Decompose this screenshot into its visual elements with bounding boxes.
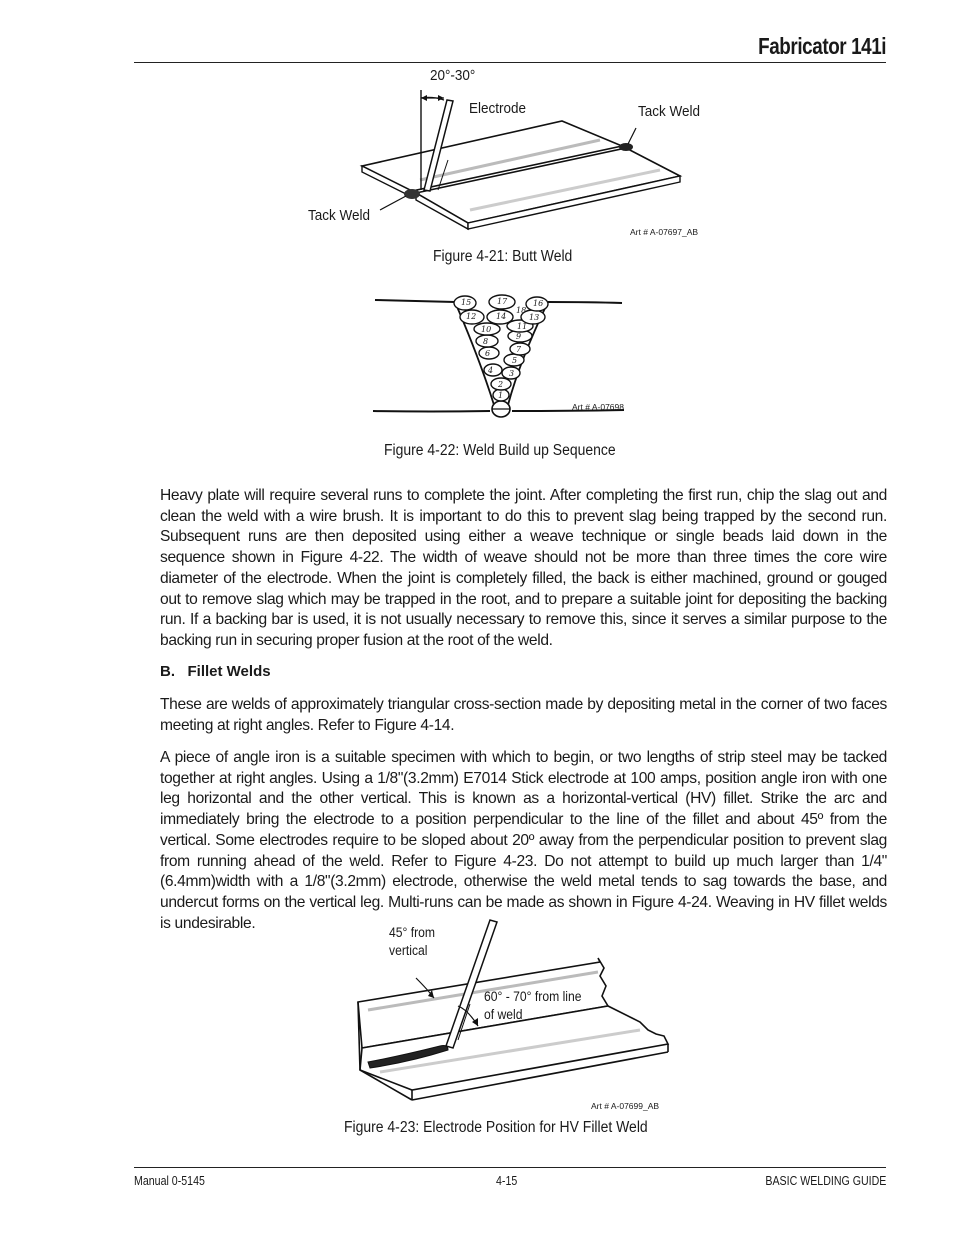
seq-4: 4 [488,366,494,375]
seq-12: 12 [466,312,477,321]
footer-guide-title: BASIC WELDING GUIDE [764,1174,886,1188]
seq-18: 18 [516,306,527,315]
angle-60-70-label [484,988,582,1024]
footer-rule [134,1167,886,1168]
seq-7: 7 [516,345,522,354]
seq-10: 10 [481,325,492,334]
seq-8: 8 [483,337,489,346]
angle-45-label [389,924,435,960]
tack-weld-right-label: Tack Weld [638,103,701,120]
seq-17: 17 [497,297,508,306]
page-header-title: Fabricator 141i [757,33,886,59]
angle-label: 20°-30° [430,67,476,84]
seq-14: 14 [496,312,507,321]
art-number-4-23: Art # A-07699_AB [591,1101,660,1111]
seq-11: 11 [517,322,528,331]
seq-2: 2 [498,380,504,389]
seq-1: 1 [498,391,504,400]
seq-3: 3 [509,369,515,378]
footer-page-number: 4-15 [496,1174,518,1188]
paragraph-fillet-definition: These are welds of approximately triangular cross-section made by depositing metal in the corner of two faces meeting at right angles. Refer to Figure 4-14. [160,696,887,734]
art-number-4-22: Art # A-07698 [572,402,624,412]
caption-4-21: Figure 4-21: Butt Weld [433,248,573,265]
paragraph-angle-iron: A piece of angle iron is a suitable specimen with which to begin, or two lengths of strip steel may be tacked together at right angles. Using a 1/8"(3.2mm) E7014 Stick electrode at 100 amps, position angle iron with one leg horizontal and the other vertical. This is known as a horizontal-vertical (HV) fillet. Strike the arc and immediately bring the electrode to a position perpendicular to the line of the fillet and about 45º from the vertical. Some electrodes require to be sloped about 20º away from the perpendicular position to prevent slag from running ahead of the weld. Refer to Figure 4-23. Do not attempt to build up much larger than 1/4"(6.4mm)width with a 1/8"(3.2mm) electrode, otherwise the weld metal tends to sag towards the base, and undercut forms on the vertical leg. Multi-runs can be made as shown in Figure 4-24. Weaving in HV fillet welds is undesirable. [160,749,887,932]
seq-13: 13 [529,313,540,322]
footer-manual-number: Manual 0-5145 [134,1174,205,1188]
angle-45-line2: vertical [389,943,428,958]
tack-weld-left-label: Tack Weld [308,207,371,224]
art-number-4-21: Art # A-07697_AB [630,227,699,237]
seq-16: 16 [533,299,544,308]
angle-45-line1: 45° from [389,925,436,940]
paragraph-heavy-plate: Heavy plate will require several runs to complete the joint. After completing the first run, chip the slag out and clean the weld with a wire brush. It is important to do this to prevent slag being trapped by the second run. Subsequent runs are then deposited using either a weave technique or single beads laid down in the sequence shown in Figure 4-22. The width of weave should not be more than three times the core wire diameter of the electrode. When the joint is completely filled, the back is either machined, ground or gouged out to remove slag which may be trapped in the root, and to prepare a suitable joint for depositing the backing run. If a backing bar is used, it is not usually necessary to remove this, since it serves a similar purpose to the backing run in securing proper fusion at the root of the weld. [160,487,887,649]
caption-4-23: Figure 4-23: Electrode Position for HV Fillet Weld [344,1119,648,1136]
electrode-label: Electrode [469,100,527,117]
seq-9: 9 [516,332,522,341]
caption-4-22: Figure 4-22: Weld Build up Sequence [384,442,616,459]
section-b-heading-text: B. Fillet Welds [160,663,271,680]
angle-60-line2: of weld [484,1007,523,1022]
seq-5: 5 [512,356,518,365]
seq-15: 15 [461,298,472,307]
seq-6: 6 [485,349,491,358]
angle-60-line1: 60° - 70° from line [484,989,582,1004]
